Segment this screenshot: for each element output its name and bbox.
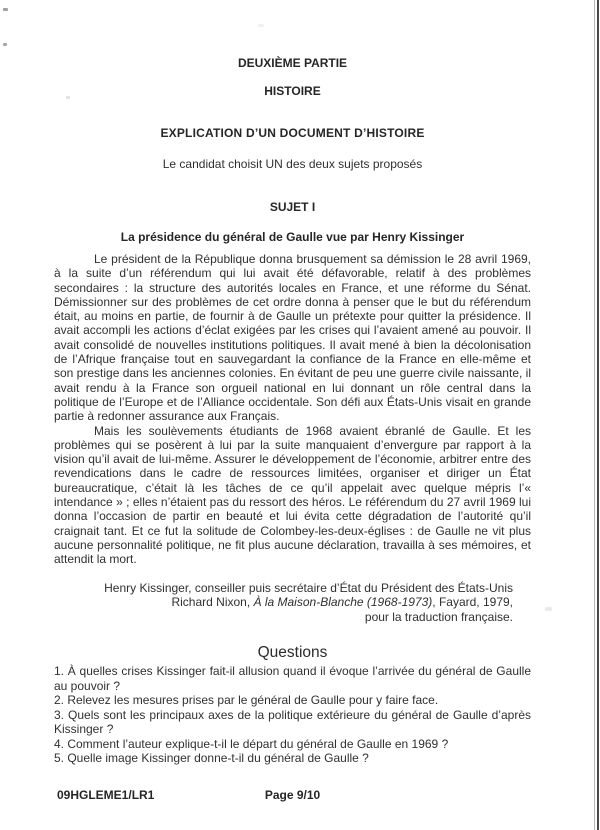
scan-speck: [3, 43, 7, 46]
question-item-1: 1. À quelles crises Kissinger fait-il allusion quand il évoque l’arrivée du général de Gaulle au pouvoir ?: [54, 664, 531, 693]
source-attribution: [54, 581, 513, 625]
exercise-heading: EXPLICATION D’UN DOCUMENT D’HISTOIRE: [160, 126, 425, 140]
page-edge-line-dark: [597, 0, 599, 830]
document-body: [54, 252, 531, 567]
document-title: La présidence du général de Gaulle vue par Henry Kissinger: [120, 230, 465, 244]
scan-speck: [545, 607, 552, 611]
footer-reference: 09HGLEME1/LR1: [57, 788, 155, 802]
source-line-2: Richard Nixon, À la Maison-Blanche (1968-1973), Fayard, 1979,: [171, 595, 513, 610]
page-content: [54, 0, 531, 766]
page-edge-line-light: [594, 0, 595, 830]
questions-list: [54, 664, 531, 766]
question-item-5: 5. Quelle image Kissinger donne-t-il du général de Gaulle ?: [54, 751, 369, 766]
question-item-4: 4. Comment l’auteur explique-t-il le départ du général de Gaulle en 1969 ?: [54, 736, 449, 751]
scan-speck: [3, 8, 8, 11]
questions-heading: Questions: [257, 644, 328, 662]
source-line-1: Henry Kissinger, conseiller puis secrétaire d’État du Président des États-Unis: [104, 580, 513, 595]
question-item-3: 3. Quels sont les principaux axes de la politique extérieure du général de Gaulle d’après Kissinger ?: [54, 707, 531, 737]
candidate-instruction: Le candidat choisit UN des deux sujets proposés: [162, 157, 423, 171]
sujet-heading: SUJET I: [269, 200, 316, 214]
document-paragraph-1: Le président de la République donna brusquement sa démission le 28 avril 1969, à la suite d’un référendum qui lui avait été défavorable, relatif à des problèmes secondaires : la structure des autorités locales en France, et une réforme du Sénat. Démissionner sur des problèmes de cet ordre donna à penser que le but du référendum était, au moins en partie, de fournir à de Gaulle un prétexte pour quitter la présidence. Il avait accompli les actions d’éclat exigées par les crises qui l’avaient amené au pouvoir. Il avait consolidé de nouvelles institutions politiques. Il avait mené à bien la décolonisation de l’Afrique française tout en sauvegardant la confiance de la France en elle-même et son prestige dans les anciennes colonies. En évitant de peu une guerre civile naissante, il avait rendu à la France son orgueil national en lui donnant un rôle central dans la politique de l’Europe et de l’Alliance occidentale. Son défi aux États-Unis visait en grande partie à redonner assurance aux Français.: [54, 252, 531, 424]
book-title: À la Maison-Blanche (1968-1973): [253, 595, 433, 610]
footer-page-number: Page 9/10: [264, 788, 321, 802]
question-item-2: 2. Relevez les mesures prises par le général de Gaulle pour y faire face.: [54, 693, 439, 708]
discipline-heading: HISTOIRE: [264, 84, 321, 98]
document-paragraph-2: Mais les soulèvements étudiants de 1968 avaient ébranlé de Gaulle. Et les problèmes qui se posèrent à lui par la suite manquaient d’envergure par rapport à la vision qu’il avait de lui-même. Assurer le développement de l’économie, arbitrer entre des revendications dans le cadre de ressources limitées, organiser et diriger un État bureaucratique, c’était là les tâches de ce qu’il appelait avec quelque mépris l’« intendance » ; elles n’étaient pas du ressort des héros. Le référendum du 27 avril 1969 lui donna l’occasion de partir en beauté et lui évita cette dégradation de l’autorité qu’il craignait tant. Et ce fut la solitude de Colombey-les-deux-églises : de Gaulle ne vit plus aucune personnalité politique, ne fit plus aucune déclaration, travailla à ses mémoires, et attendit la mort.: [54, 423, 531, 567]
source-line-3: pour la traduction française.: [364, 609, 513, 624]
part-heading: DEUXIÈME PARTIE: [237, 56, 348, 70]
